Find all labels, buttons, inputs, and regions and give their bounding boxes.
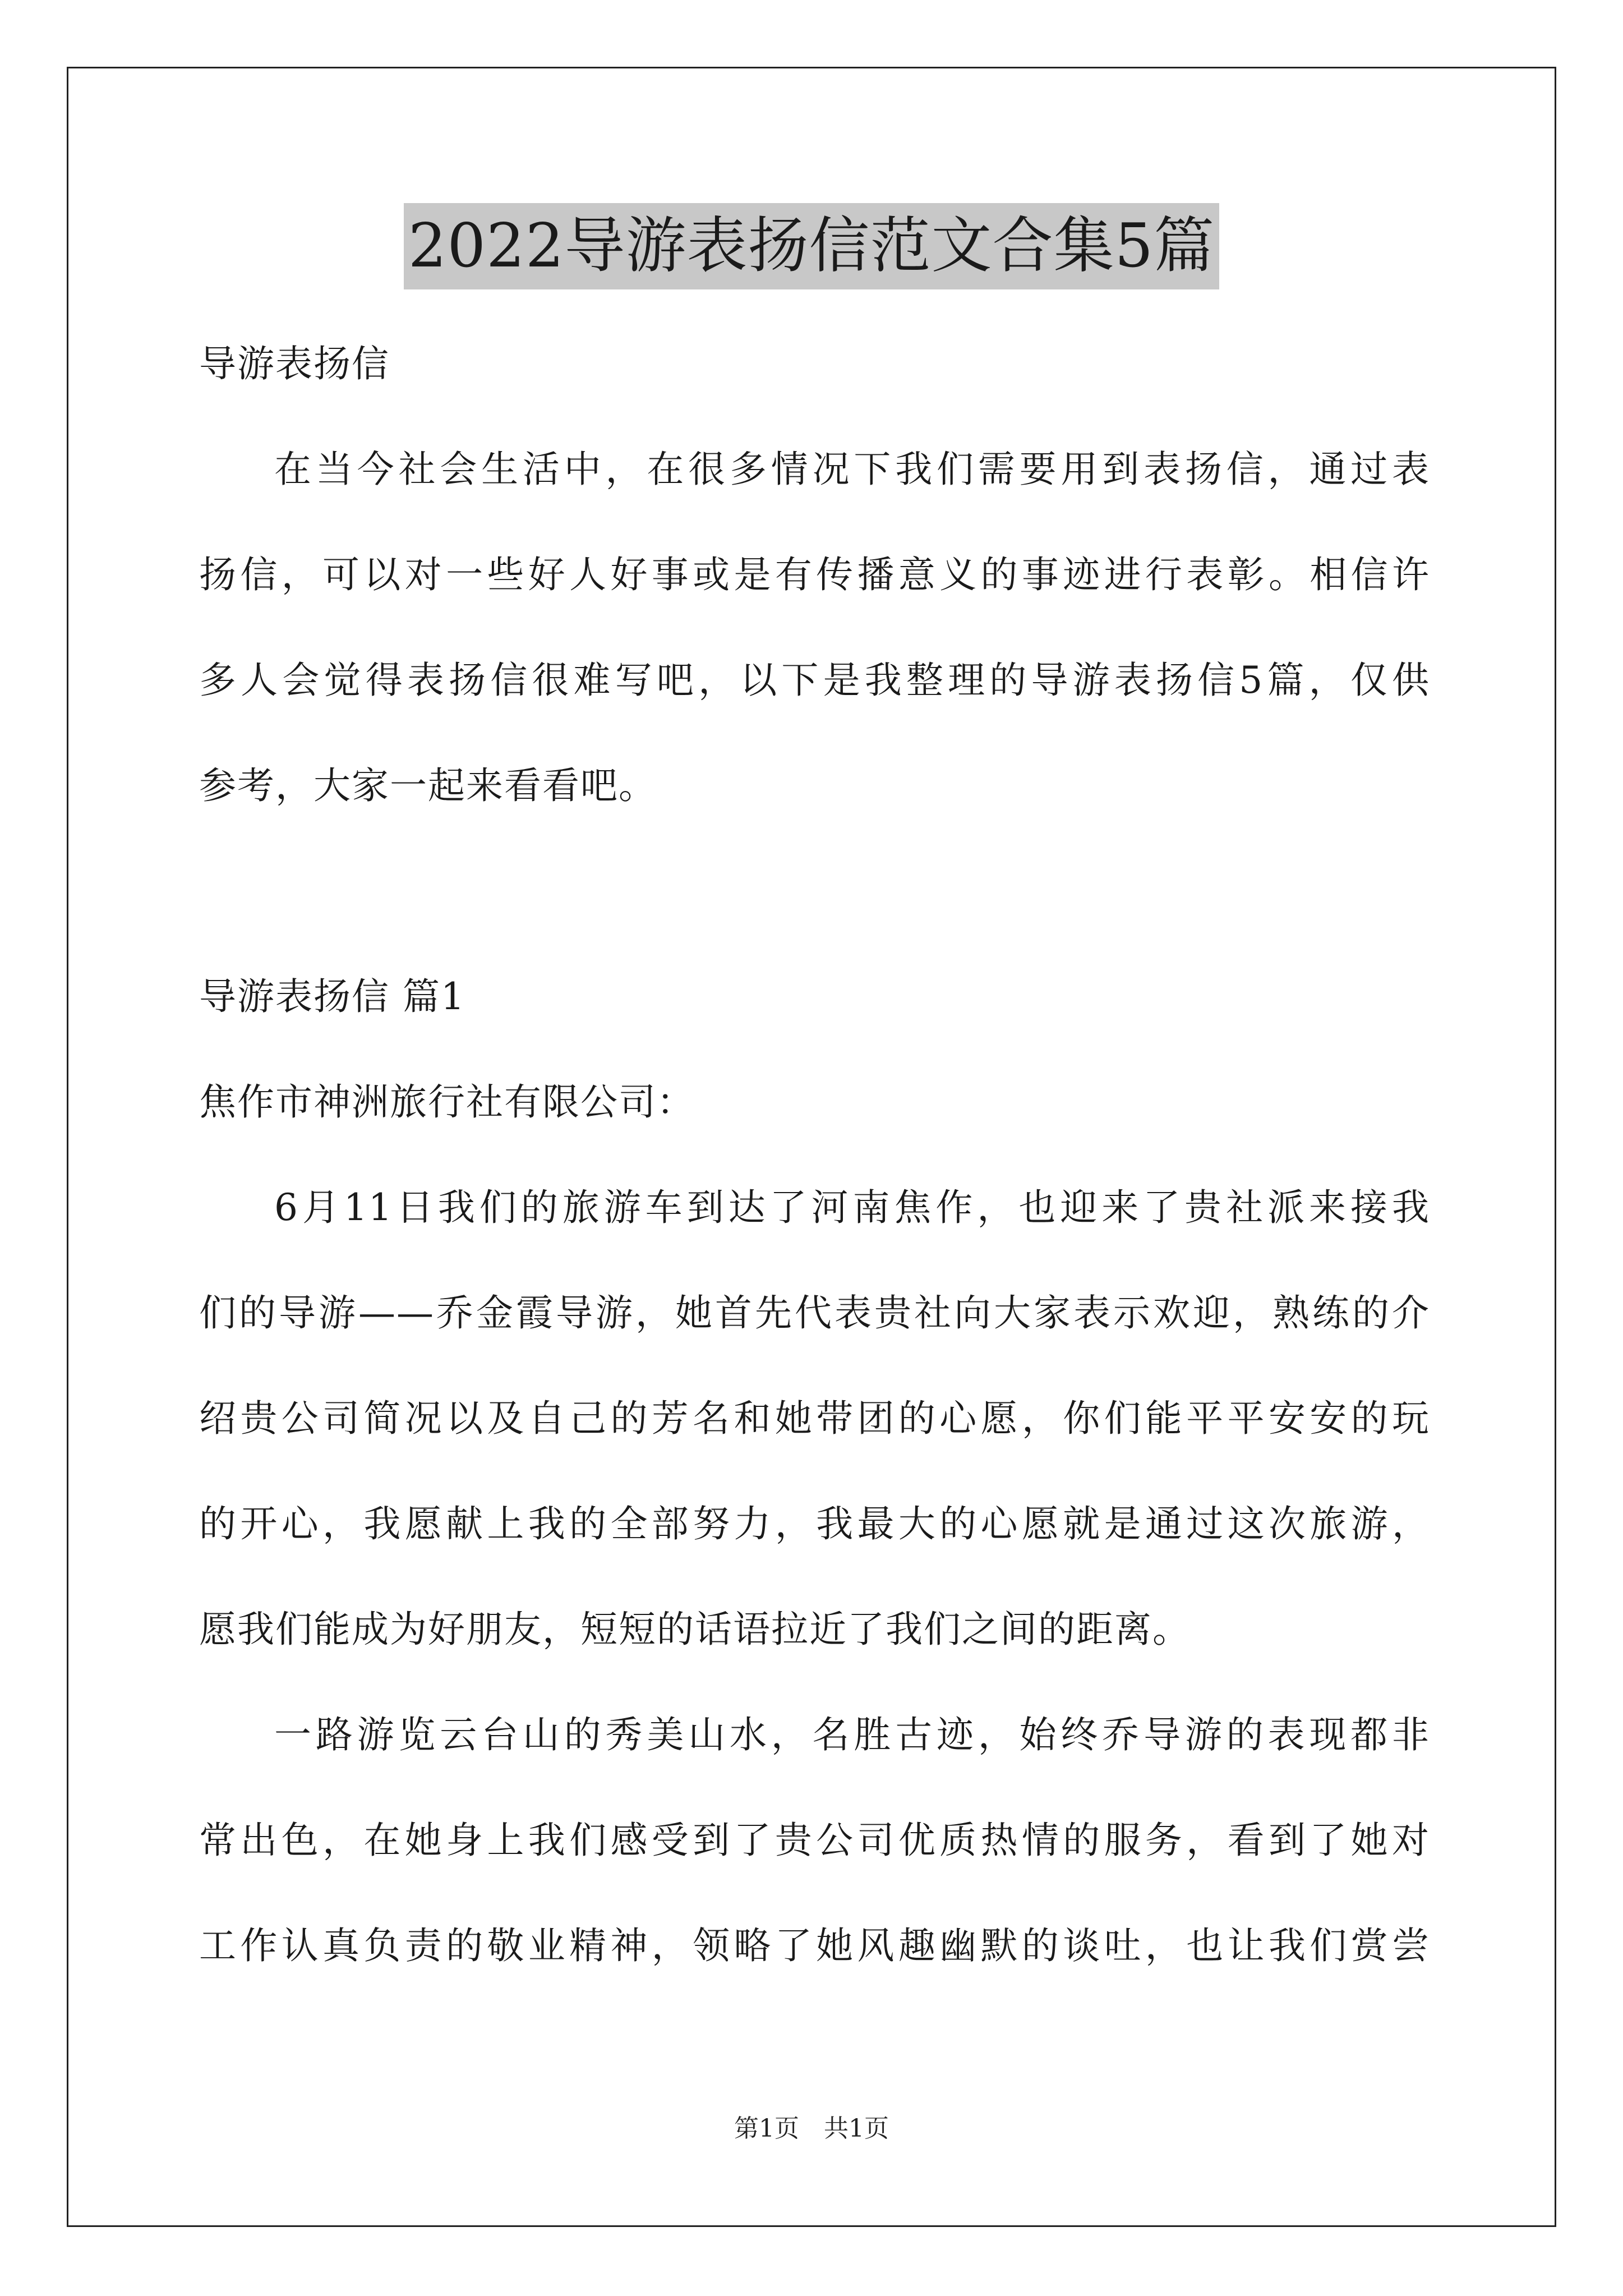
paragraph-line: 常出色，在她身上我们感受到了贵公司优质热情的服务，看到了她对 bbox=[199, 1819, 1430, 1862]
paragraph-line: 一路游览云台山的秀美山水，名胜古迹，始终乔导游的表现都非 bbox=[274, 1713, 1430, 1756]
intro-line: 参考，大家一起来看看吧。 bbox=[199, 764, 657, 807]
document-title: 2022导游表扬信范文合集5篇 bbox=[404, 203, 1220, 289]
intro-heading: 导游表扬信 bbox=[199, 342, 390, 385]
paragraph-line: 绍贵公司简况以及自己的芳名和她带团的心愿，你们能平平安安的玩 bbox=[199, 1397, 1430, 1440]
paragraph-line: 工作认真负责的敬业精神，领略了她风趣幽默的谈吐，也让我们赏尝 bbox=[199, 1924, 1430, 1967]
paragraph-line: 愿我们能成为好朋友，短短的话语拉近了我们之间的距离。 bbox=[199, 1608, 1191, 1651]
paragraph-line: 的开心，我愿献上我的全部努力，我最大的心愿就是通过这次旅游， bbox=[199, 1502, 1430, 1545]
paragraph-line: 6月11日我们的旅游车到达了河南焦作，也迎来了贵社派来接我 bbox=[274, 1186, 1430, 1229]
intro-line: 多人会觉得表扬信很难写吧，以下是我整理的导游表扬信5篇，仅供 bbox=[199, 659, 1430, 702]
paragraph-line: 们的导游——乔金霞导游，她首先代表贵社向大家表示欢迎，熟练的介 bbox=[199, 1291, 1430, 1335]
intro-line: 扬信，可以对一些好人好事或是有传播意义的事迹进行表彰。相信许 bbox=[199, 553, 1430, 596]
title-container bbox=[0, 203, 1623, 289]
document-body bbox=[199, 311, 1430, 1999]
page-footer: 第1页 共1页 bbox=[734, 2114, 889, 2143]
paragraph-gap bbox=[199, 839, 1430, 944]
section-heading: 导游表扬信 篇1 bbox=[199, 975, 465, 1018]
intro-line: 在当今社会生活中，在很多情况下我们需要用到表扬信，通过表 bbox=[274, 448, 1430, 491]
salutation: 焦作市神洲旅行社有限公司： bbox=[199, 1080, 695, 1124]
